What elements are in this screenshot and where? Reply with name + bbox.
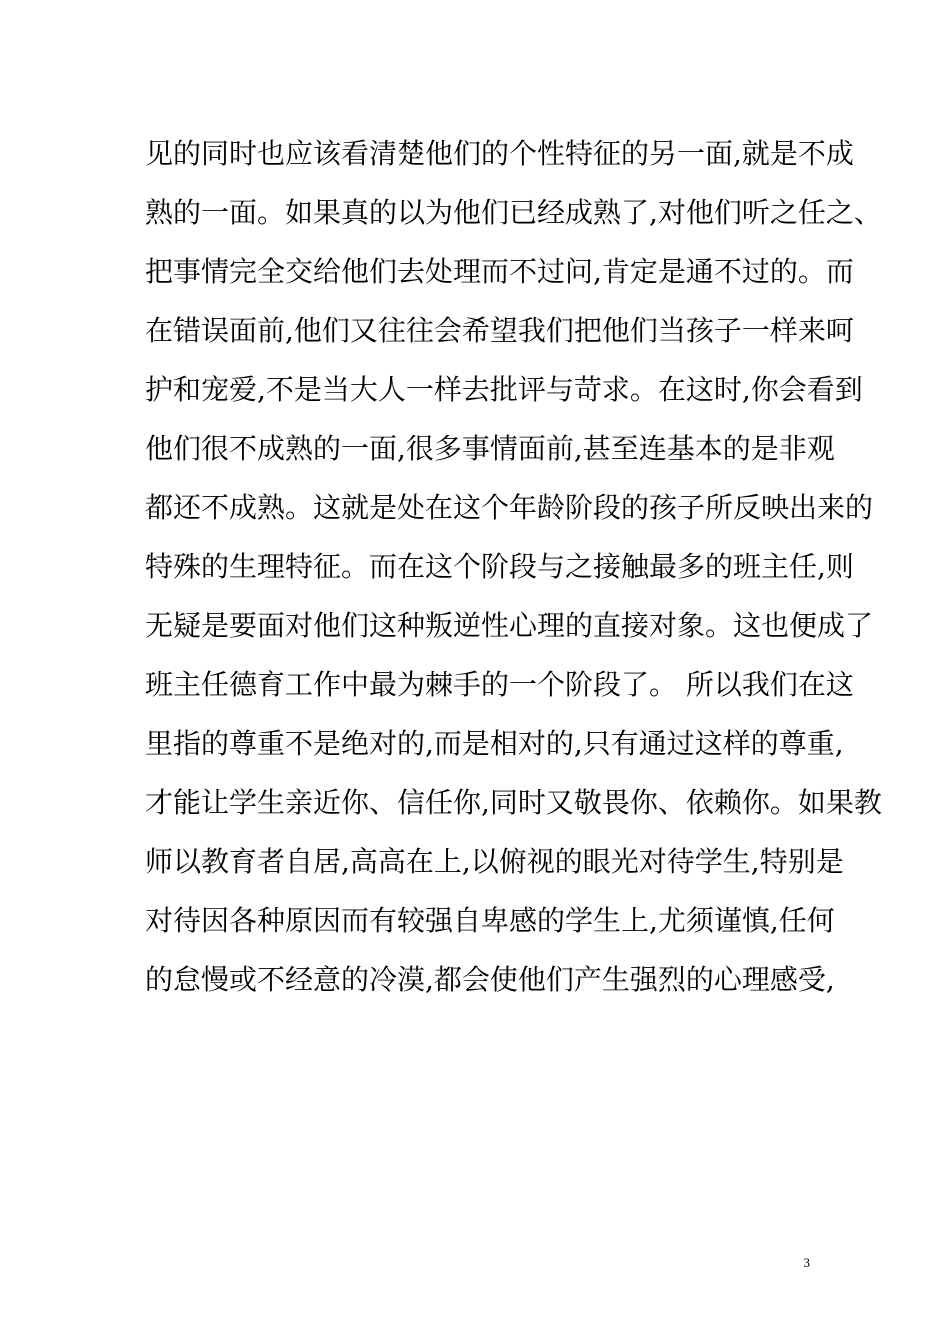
text-line: 特殊的生理特征。而在这个阶段与之接触最多的班主任,则 bbox=[145, 550, 854, 583]
body-text bbox=[145, 126, 882, 1011]
text-line: 里指的尊重不是绝对的,而是相对的,只有通过这样的尊重, bbox=[145, 727, 844, 760]
text-line: 把事情完全交给他们去处理而不过问,肯定是通不过的。而 bbox=[145, 255, 854, 288]
text-line: 对待因各种原因而有较强自卑感的学生上,尤须谨慎,任何 bbox=[145, 904, 835, 937]
text-line: 的怠慢或不经意的冷漠,都会使他们产生强烈的心理感受, bbox=[145, 963, 835, 996]
text-line: 班主任德育工作中最为棘手的一个阶段了。 所以我们在这 bbox=[145, 668, 854, 701]
page-number: 3 bbox=[803, 1255, 810, 1270]
text-line: 无疑是要面对他们这种叛逆性心理的直接对象。这也便成了 bbox=[145, 609, 874, 642]
text-line: 见的同时也应该看清楚他们的个性特征的另一面,就是不成 bbox=[145, 137, 854, 170]
text-line: 熟的一面。如果真的以为他们已经成熟了,对他们听之任之、 bbox=[145, 196, 882, 229]
text-line: 师以教育者自居,高高在上,以俯视的眼光对待学生,特别是 bbox=[145, 845, 844, 878]
text-line: 护和宠爱,不是当大人一样去批评与苛求。在这时,你会看到 bbox=[145, 373, 863, 406]
text-line: 在错误面前,他们又往往会希望我们把他们当孩子一样来呵 bbox=[145, 314, 854, 347]
text-line: 都还不成熟。这就是处在这个年龄阶段的孩子所反映出来的 bbox=[145, 491, 874, 524]
text-line: 才能让学生亲近你、信任你,同时又敬畏你、依赖你。如果教 bbox=[145, 786, 882, 819]
text-line: 他们很不成熟的一面,很多事情面前,甚至连基本的是非观 bbox=[145, 432, 835, 465]
